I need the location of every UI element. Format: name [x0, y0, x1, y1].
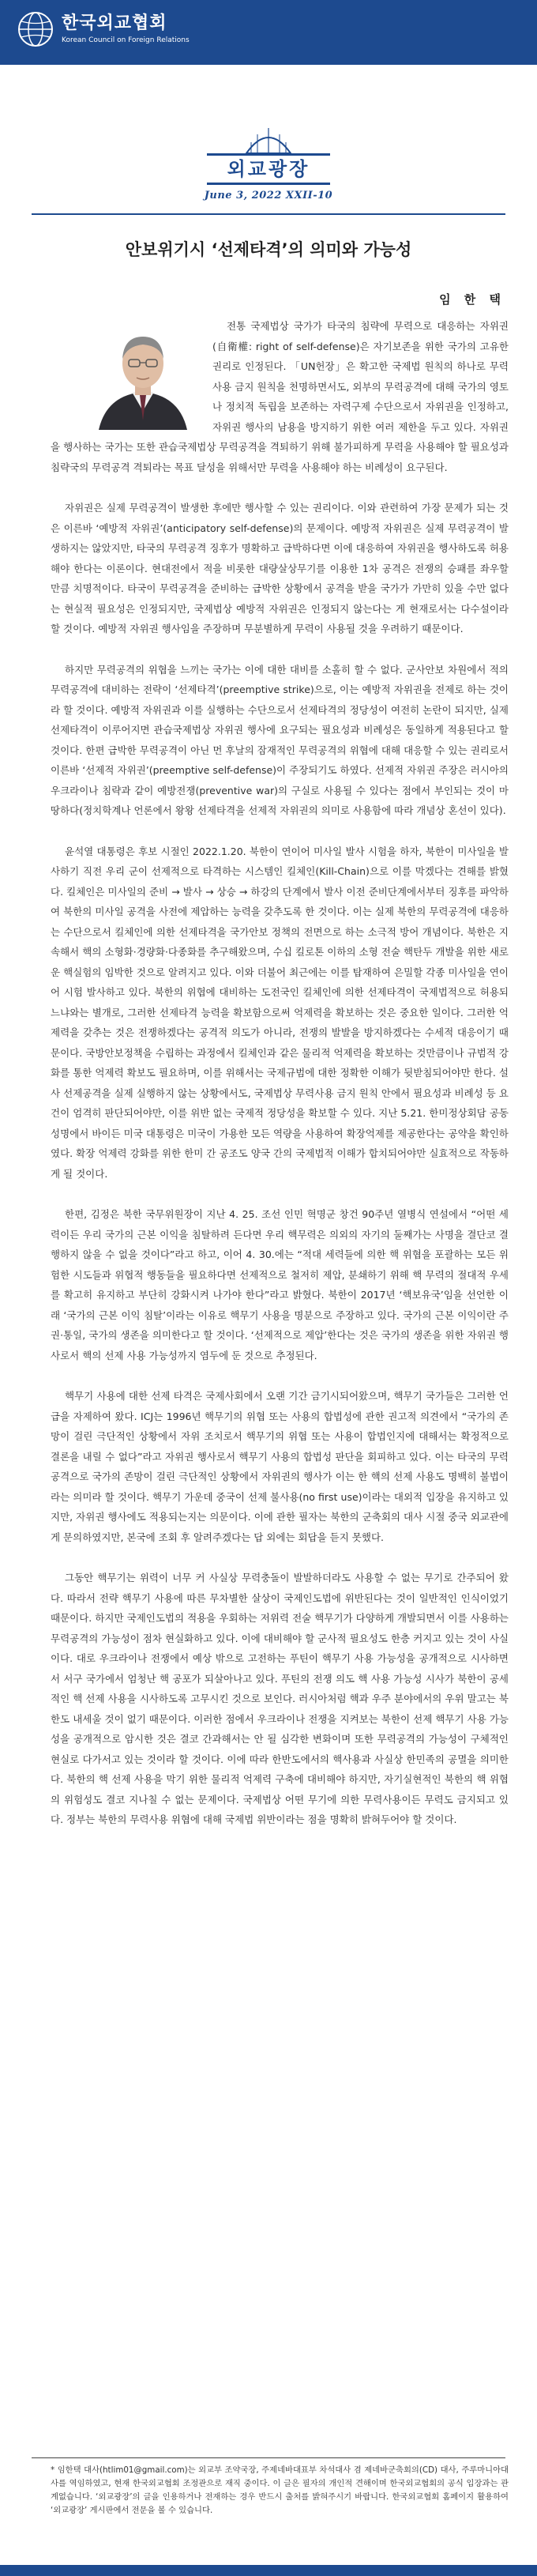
header-bar	[0, 0, 537, 65]
footnote-divider	[32, 2457, 505, 2458]
paragraph: 전통 국제법상 국가가 타국의 침략에 무력으로 대응하는 자위권(自衛權: right of self-defense)은 자기보존을 위한 국가의 고유한 권리로 인정된다. 「UN헌장」은 확고한 국제법 원칙의 하나로 무력사용 금지 원칙을 천명하면서도, 외부의 무력공격에 대해 국가의 영토나 정치적 독립을 보존하는 자력구제 수단으로서 자위권을 인정하고, 자위권 행사의 남용을 방지하기 위한 여러 제한을 두고 있다. 자위권을 행사하는 국가는 또한 관습국제법상 무력공격을 격퇴하기 위해 불가피하게 무력을 사용해야 할 필요성과 침략국의 무력공격 격퇴라는 목표 달성을 위해서만 무력을 사용해야 하는 비례성이 요구된다.	[51, 320, 509, 473]
paragraph: 그동안 핵무기는 위력이 너무 커 사실상 무력충돌이 발발하더라도 사용할 수 없는 무기로 간주되어 왔다. 따라서 전략 핵무기 사용에 따른 무차별한 살상이 국제인도법에 위반된다는 것이 일반적인 인식이었기 때문이다. 하지만 국제인도법의 적용을 우회하는 저위력 전술 핵무기가 다양하게 개발되면서 이를 사용하는 무력공격의 가능성이 점차 현실화하고 있다. 이에 대비해야 할 군사적 필요성도 한층 커지고 있는 것이 사실이다. 대로 우크라이나 전쟁에서 예상 밖으로 고전하는 푸틴이 핵무기 사용 가능성을 공개적으로 시사하면서 서구 국가에서 엄청난 핵 공포가 되살아나고 있다. 푸틴의 전쟁 의도 핵 사용 가능성 시사가 북한이 공세적인 핵 선제 사용을 시사하도록 고무시킨 것으로 보인다. 러시아처럼 핵과 우주 분야에서의 우위 말고는 북한도 내세울 것이 없기 때문이다. 이러한 점에서 우크라이나 전쟁을 지켜보는 북한이 선제 핵무기 사용 가능성을 공개적으로 암시한 것은 결코 간과해서는 안 될 심각한 변화이며 또한 무력공격의 가능성이 구체적인 현실로 다가서고 있는 것이라 할 것이다. 이에 따라 한반도에서의 핵사용과 사실상 한민족의 공멸을 의미한다. 북한의 핵 선제 사용을 막기 위한 물리적 억제력 구축에 대비해야 하지만, 자기실현적인 북한의 핵 위협의 위험성도 결코 지나칠 수 없는 문제이다. 국제법상 어떤 무기에 의한 무력사용이든 무력도 금지되고 있다. 정부는 북한의 무력사용 위협에 대해 국제법 위반이라는 점을 명확히 밝혀두어야 할 것이다.	[51, 1572, 509, 1825]
article-body	[51, 316, 509, 1851]
org-name-en: Korean Council on Foreign Relations	[62, 36, 190, 44]
issue-date: June 3, 2022 XXII-10	[204, 190, 333, 201]
paragraph: 자위권은 실제 무력공격이 발생한 후에만 행사할 수 있는 권리이다. 이와 관련하여 가장 문제가 되는 것은 이른바 ‘예방적 자위권’(anticipatory self-defense)의 문제이다. 예방적 자위권은 실제 무력공격이 발생하지는 않았지만, 타국의 무력공격 징후가 명확하고 급박하다면 이에 대응하여 자위권을 행사하도록 허용해야 한다는 이론이다. 현대전에서 적을 비롯한 대량살상무기를 이용한 1차 공격은 전쟁의 승패를 좌우할 만큼 치명적이다. 타국이 무력공격을 준비하는 급박한 상황에서 공격을 받을 국가가 가만히 있을 수만 없다는 현실적 필요성은 인정되지만, 국제법상 예방적 자위권은 인정되지 않는다는 게 현재로서는 다수설이라 할 것이다. 예방적 자위권 행사임을 주장하며 무분별하게 무력이 사용될 것을 우려하기 때문이다.	[51, 502, 509, 635]
dome-building-icon	[240, 126, 297, 155]
paragraph: 한편, 김정은 북한 국무위원장이 지난 4. 25. 조선 인민 혁명군 창건 90주년 열병식 연설에서 “어떤 세력이든 우리 국가의 근본 이익을 침탈하려 든다면 우리 핵무력은 의외의 자기의 둘째가는 사명을 결단코 결행하지 않을 수 없을 것이다”라고 하고, 이어 4. 30.에는 “적대 세력들에 의한 핵 위협을 포괄하는 모든 위험한 시도들과 위협적 행동들을 필요하다면 선제적으로 철저히 제압, 분쇄하기 위해 핵 무력의 절대적 우세를 확고히 유지하고 부단히 강화시켜 나가야 한다”라고 밝혔다. 북한이 2017년 ‘핵보유국’임을 선언한 이래 ‘국가의 근본 이익 침탈’이라는 이유로 핵무기 사용을 명분으로 주장하고 있다. 국가의 근본 이익이란 주권·통일, 국가의 생존을 의미한다고 할 것이다. ‘선제적으로 제압’한다는 것은 국가의 생존을 위한 자위권 행사로서 핵의 선제 사용 가능성까지 염두에 둔 것으로 추정된다.	[51, 1208, 509, 1361]
article-title: 안보위기시 ‘선제타격’의 의미와 가능성	[125, 240, 412, 259]
footer-bar	[0, 2565, 537, 2576]
org-name-ko: 한국외교협회	[62, 13, 167, 33]
paragraph: 하지만 무력공격의 위협을 느끼는 국가는 이에 대한 대비를 소홀히 할 수 없다. 군사안보 차원에서 적의 무력공격에 대비하는 전략이 ‘선제타격’(preemptive strike)으로, 이는 예방적 자위권을 전제로 하는 것이라 할 것이다. 예방적 자위권과 이를 실행하는 수단으로서 선제타격의 정당성이 여전히 논란이 되지만, 실제 선제타격이 이루어지면 관습국제법상 자위권 행사에 요구되는 필요성과 비례성은 동일하게 적용된다고 할 것이다. 한편 급박한 무력공격이 아닌 먼 후날의 잠재적인 무력공격의 위협에 대해 대응할 수 있는 권리로서 이른바 ‘선제적 자위권’(preemptive self-defense)이 주장되기도 하였다. 선제적 자위권 주장은 러시아의 우크라이나 침략과 같이 예방전쟁(preventive war)의 구실로 사용될 수 있다는 점에서 부인되는 것이 마땅하다(정치학계나 언론에서 왕왕 선제타격을 선제적 자위권의 의미로 사용함에 따라 개념상 혼선이 있다).	[51, 663, 509, 816]
author-footnote: * 임한택 대사(htlim01@gmail.com)는 외교부 조약국장, 주제네바대표부 차석대사 겸 제네바군축회의(CD) 대사, 주루마니아대사를 역임하였고, 현재 한국외교협회 조정관으로 재직 중이다. 이 글은 필자의 개인적 견해이며 한국외교협회의 공식 입장과는 관계없습니다. ‘외교광장’의 글을 인용하거나 전재하는 경우 반드시 출처를 밝혀주시기 바랍니다. 한국외교협회 홈페이지 활용하여 ‘외교광장’ 게시판에서 전문을 볼 수 있습니다.	[51, 2465, 509, 2515]
org-logo[interactable]	[17, 11, 190, 47]
paragraph: 윤석열 대통령은 후보 시절인 2022.1.20. 북한이 연이어 미사일 발사 시험을 하자, 북한이 미사일을 발사하기 직전 우리 군이 선제적으로 타격하는 시스템인 킬체인(Kill-Chain)으로 이를 막겠다는 견해를 밝혔다. 킬체인은 미사일의 준비 → 발사 → 상승 → 하강의 단계에서 발사 이전 준비단계에서부터 징후를 파악하여 북한의 미사일 공격을 사전에 제압하는 능력을 갖추도록 한 것이다. 이는 실제 북한의 무력공격에 대응하는 수단으로서 킬체인에 의한 선제타격을 국가안보 정책의 전면으로 하는 소극적 방어 개념이다. 북한은 지속해서 핵의 소형화·경량화·다종화를 추구해왔으며, 수십 킬로톤 이하의 소형 전술 핵탄두 개발을 위한 새로운 핵실험의 임박한 것으로 알려지고 있다. 이와 더불어 최근에는 이를 탑재하여 은밀할 각종 미사일을 연이어 시험 발사하고 있다. 북한의 위협에 대비하는 도전국인 킬체인에 의한 선제타격이 국제법적으로 허용되느냐와는 별개로, 그러한 선제타격 능력을 확보함으로써 억제력을 확보하는 것은 중요한 일이다. 그러한 억제력을 갖추는 것은 전쟁하겠다는 공격적 의도가 아니라, 전쟁의 발발을 방지하겠다는 수세적 대응이기 때문이다. 국방안보정책을 수립하는 과정에서 킬체인과 같은 물리적 억제력을 확보하는 것만큼이나 규범적 강화를 통한 억제력 확보도 필요하며, 이를 위해서는 국제규범에 대한 정확한 이해가 뒷받침되어야만 한다. 설사 선제공격을 실제 실행하지 않는 상황에서도, 국제법상 무력사용 금지 원칙 안에서 필요성과 비례성 등 요건이 엄격히 판단되어야만, 이를 위반 없는 국제적 정당성을 확보할 수 있다. 지난 5.21. 한미정상회담 공동성명에서 바이든 미국 대통령은 미국이 가용한 모든 역량을 사용하여 확장억제를 제공한다는 공약을 확인하였다. 확장 억제력 강화를 위한 한미 간 공조도 양국 간의 국제법적 이해가 합치되어야만 실효적으로 작동하게 될 것이다.	[51, 845, 509, 1180]
paragraph: 핵무기 사용에 대한 선제 타격은 국제사회에서 오랜 기간 금기시되어왔으며, 핵무기 국가들은 그러한 언급을 자제하여 왔다. ICJ는 1996년 핵무기의 위협 또는 사용의 합법성에 관한 권고적 의견에서 “국가의 존망이 걸린 극단적인 상황에서 자위 조치로서 핵무기의 위협 또는 사용이 합법인지에 대해서는 확정적으로 결론을 내릴 수 없다”라고 자위권 행사로서 핵무기 사용의 합법성 판단을 회피하고 있다. 이는 타국의 무력공격으로 국가의 존망이 걸린 극단적인 상황에서 자위권의 행사가 이는 한 핵의 선제 사용도 명백히 불법이라는 의미라 할 것이다. 핵무기 가운데 중국이 선제 불사용(no first use)이라는 대외적 입장을 유지하고 있지만, 자위권 행사에도 적용되는지는 의문이다. 이에 관한 필자는 북한의 군축회의 대사 시절 중국 외교관에게 문의하였지만, 본국에 조회 후 알려주겠다는 답 외에는 회답을 듣지 못했다.	[51, 1390, 509, 1543]
globe-emblem-icon	[17, 11, 54, 47]
publication-title: 외교광장	[207, 153, 330, 185]
header-rule	[32, 213, 505, 215]
article-author: 임 한 택	[439, 292, 505, 307]
